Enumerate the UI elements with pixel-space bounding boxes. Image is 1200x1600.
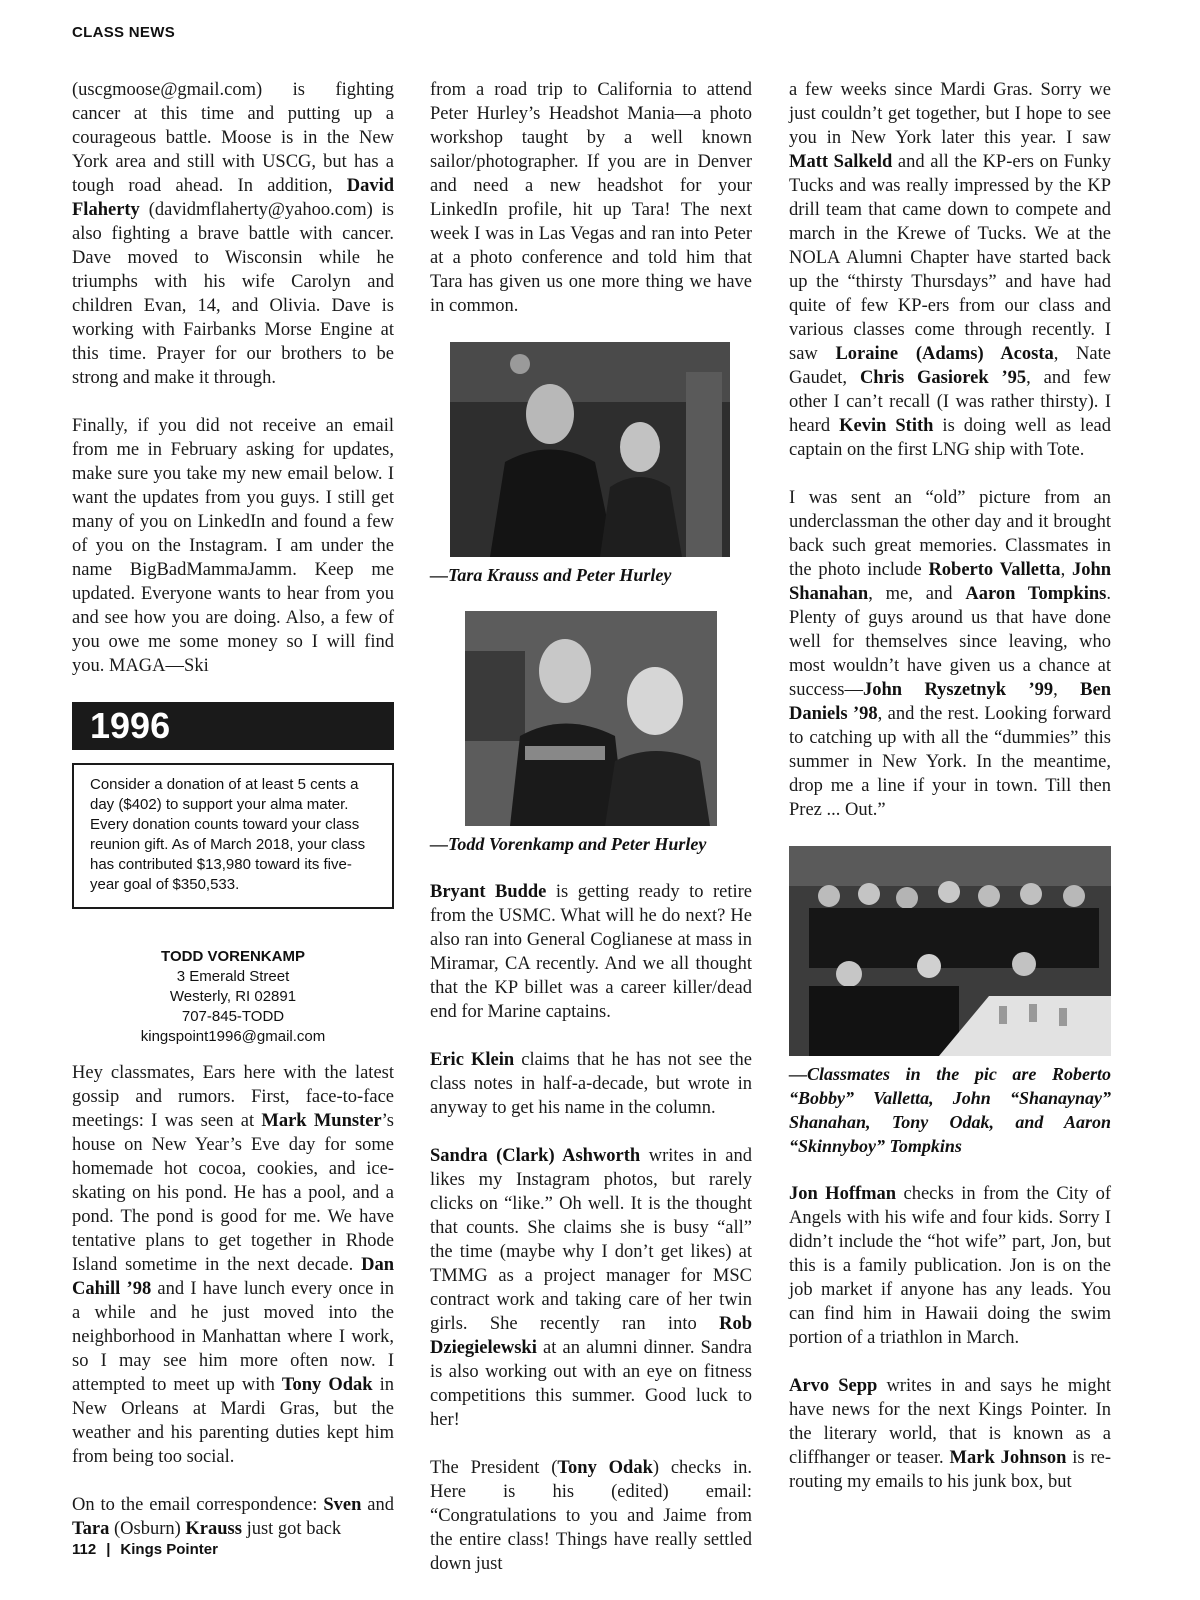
photo-caption: —Todd Vorenkamp and Peter Hurley (430, 834, 707, 854)
classmate-name: John Ryszetnyk ’99 (862, 680, 1054, 700)
paragraph: a few weeks since Mardi Gras. Sorry we just couldn’t get together, but I hope to see you in New York later this year. I saw Matt Salkeld and all the KP-ers on Funky Tucks and was really impressed by the KP drill team that came down to compete and march in the Krewe of Tucks. We at the NOLA Alumni Chapter have started back up the “thirsty Thursdays” and have had quite of few KP-ers from our class and various classes come through recently. I saw Loraine (Adams) Acosta, Nate Gaudet, Chris Gasiorek ’95, and few other I can’t recall (I was rather thirsty). I heard Kevin Stith is doing well as lead captain on the first LNG ship with Tote. (789, 80, 1111, 460)
page-number: 112 (72, 1541, 97, 1558)
donation-box: Consider a donation of at least 5 cents a day ($402) to support your alma mater. Every donation counts toward your class reunion gift. As of March 2018, your class has contributed $13,980 toward its five-year goal of $350,533. (72, 763, 394, 909)
publication-name: Kings Pointer (120, 1541, 218, 1558)
paragraph: (uscgmoose@gmail.com) is fighting cancer at this time and putting up a courageous battle. Moose is in the New York area and still with USCG, but has a tough road ahead. In addition, David Flaherty (davidmflaherty@yahoo.com) is also fighting a brave battle with cancer. Dave moved to Wisconsin while he triumphs with his wife Carolyn and children Evan, 14, and Olivia. Dave is working with Fairbanks Morse Engine at this time. Prayer for our brothers to be strong and make it through. (72, 80, 394, 388)
classmate-name: Kevin Stith (839, 416, 934, 436)
contact-city: Westerly, RI 02891 (169, 988, 297, 1005)
photo-todd-and-peter (465, 611, 717, 826)
footer-separator: | (106, 1541, 111, 1558)
class-year-banner: 1996 (72, 702, 394, 750)
paragraph: Jon Hoffman checks in from the City of Angels with his wife and four kids. Sorry I didn’t include the “hot wife” part, Jon, but this is a family publication. Jon is on the job market if anyone has any leads. You can find him in Hawaii doing the swim portion of a triathlon in March. (789, 1184, 1111, 1348)
classmate-name: Mark Johnson (949, 1448, 1067, 1468)
classmate-name: Dan Cahill ’98 (72, 1255, 394, 1299)
paragraph: On to the email correspondence: Sven and Tara (Osburn) Krauss just got back (72, 1495, 394, 1539)
classmate-name: Krauss (185, 1519, 242, 1539)
paragraph: Finally, if you did not receive an email from me in February asking for updates, make sure you take my new email below. I want the updates from you guys. I still get many of you on LinkedIn and found a few of you on the Instagram. I am under the name BigBadMammaJamm. Keep me updated. Everyone wants to hear from you and see how you are doing. Also, a few of you owe me some money so I will find you. MAGA—Ski (72, 416, 394, 676)
classmate-name: Jon Hoffman (789, 1184, 897, 1204)
contact-email: kingspoint1996@gmail.com (140, 1028, 326, 1045)
class-secretary-contact (72, 947, 394, 1047)
classmate-name: Sven (323, 1495, 362, 1515)
photo-placeholder-icon (789, 846, 1111, 1056)
paragraph: Bryant Budde is getting ready to retire from the USMC. What will he do next? He also ran into General Coglianese at mass in Miramar, CA recently. And we all thought that the KP billet was a career killer/dead end for Marine captains. (430, 882, 753, 1022)
classmate-name: Tony Odak (281, 1375, 373, 1395)
contact-name: TODD VORENKAMP (161, 948, 305, 965)
photo-caption: —Tara Krauss and Peter Hurley (430, 565, 672, 585)
paragraph: Arvo Sepp writes in and says he might have news for the next Kings Pointer. In the literary world, that is known as a cliffhanger or teaser. Mark Johnson is re-routing my emails to his junk box, but (789, 1376, 1112, 1492)
column-2 (430, 78, 752, 1600)
photo-classmates-group (789, 846, 1111, 1056)
classmate-name: Chris Gasiorek ’95 (859, 368, 1027, 388)
classmate-name: Roberto Valletta (928, 560, 1061, 580)
classmate-name: Mark Munster (261, 1111, 382, 1131)
photo-caption: —Classmates in the pic are Roberto “Bobby” Valletta, John “Shanaynay” Shanahan, Tony Odak, and Aaron “Skinnyboy” Tompkins (789, 1064, 1111, 1156)
classmate-name: Loraine (Adams) Acosta (835, 344, 1054, 364)
classmate-name: Rob Dziegielewski (430, 1314, 752, 1358)
photo-tara-and-peter (450, 342, 730, 557)
paragraph: from a road trip to California to attend Peter Hurley’s Headshot Mania—a photo workshop taught by a well known sailor/photographer. If you are in Denver and need a new headshot for your LinkedIn profile, hit up Tara! The next week I was in Las Vegas and ran into Peter at a photo conference and told him that Tara has given us one more thing we have in common. (430, 80, 752, 316)
classmate-name: Ben Daniels ’98 (789, 680, 1112, 724)
contact-street: 3 Emerald Street (176, 968, 290, 985)
paragraph: I was sent an “old” picture from an underclassman the other day and it brought back such great memories. Classmates in the photo include Roberto Valletta, John Shanahan, me, and Aaron Tompkins. Plenty of guys around us that have done well for themselves since leaving, who most wouldn’t have given us a chance at success—John Ryszetnyk ’99, Ben Daniels ’98, and the rest. Looking forward to catching up with all the “dummies” this summer in New York. In the meantime, drop me a line if your in town. Till then Prez ... Out.” (789, 488, 1112, 820)
classmate-name: John Shanahan (789, 560, 1112, 604)
column-1 (72, 78, 394, 1565)
paragraph: Sandra (Clark) Ashworth writes in and likes my Instagram photos, but rarely clicks on “like.” Oh well. It is the thought that counts. She claims she is busy “all” the time (maybe why I don’t get likes) at TMMG as a project manager for MSC contract work and taking care of her twin girls. She recently ran into Rob Dziegielewski at an alumni dinner. Sandra is also working out with an eye on fitness competitions this summer. Good luck to her! (430, 1146, 753, 1430)
paragraph: The President (Tony Odak) checks in. Here is his (edited) email: “Congratulations to you and Jaime from the entire class! Things have really settled down just (430, 1458, 753, 1574)
contact-phone: 707-845-TODD (181, 1008, 285, 1025)
column-3 (789, 78, 1111, 1518)
photo-placeholder-icon (450, 342, 730, 557)
classmate-name: Aaron Tompkins (965, 584, 1107, 604)
classmate-name: Bryant Budde (430, 882, 547, 902)
classmate-name: Matt Salkeld (789, 152, 893, 172)
photo-placeholder-icon (465, 611, 717, 826)
classmate-name: Eric Klein (430, 1050, 515, 1070)
classmate-name: Arvo Sepp (789, 1376, 878, 1396)
page-footer (72, 1541, 218, 1558)
classmate-name: Tony Odak (557, 1458, 653, 1478)
section-header: CLASS NEWS (72, 24, 176, 41)
classmate-name: Sandra (Clark) Ashworth (430, 1146, 641, 1166)
paragraph: Hey classmates, Ears here with the latest gossip and rumors. First, face-to-face meetings: I was seen at Mark Munster’s house on New Year’s Eve day for some homemade hot cocoa, cookies, and ice-skating on his pond. He has a pool, and a pond. The pond is good for me. We have tentative plans to get together in Rhode Island sometime in the next decade. Dan Cahill ’98 and I have lunch every once in a while and he just moved into the neighborhood in Manhattan where I work, so I may see him more often now. I attempted to meet up with Tony Odak in New Orleans at Mardi Gras, but the weather and his parenting duties kept him from being too social. (72, 1063, 394, 1467)
classmate-name: Tara (72, 1519, 110, 1539)
paragraph: Eric Klein claims that he has not see the class notes in half-a-decade, but wrote in anyway to get his name in the column. (430, 1050, 752, 1118)
classmate-name: David Flaherty (72, 176, 394, 220)
